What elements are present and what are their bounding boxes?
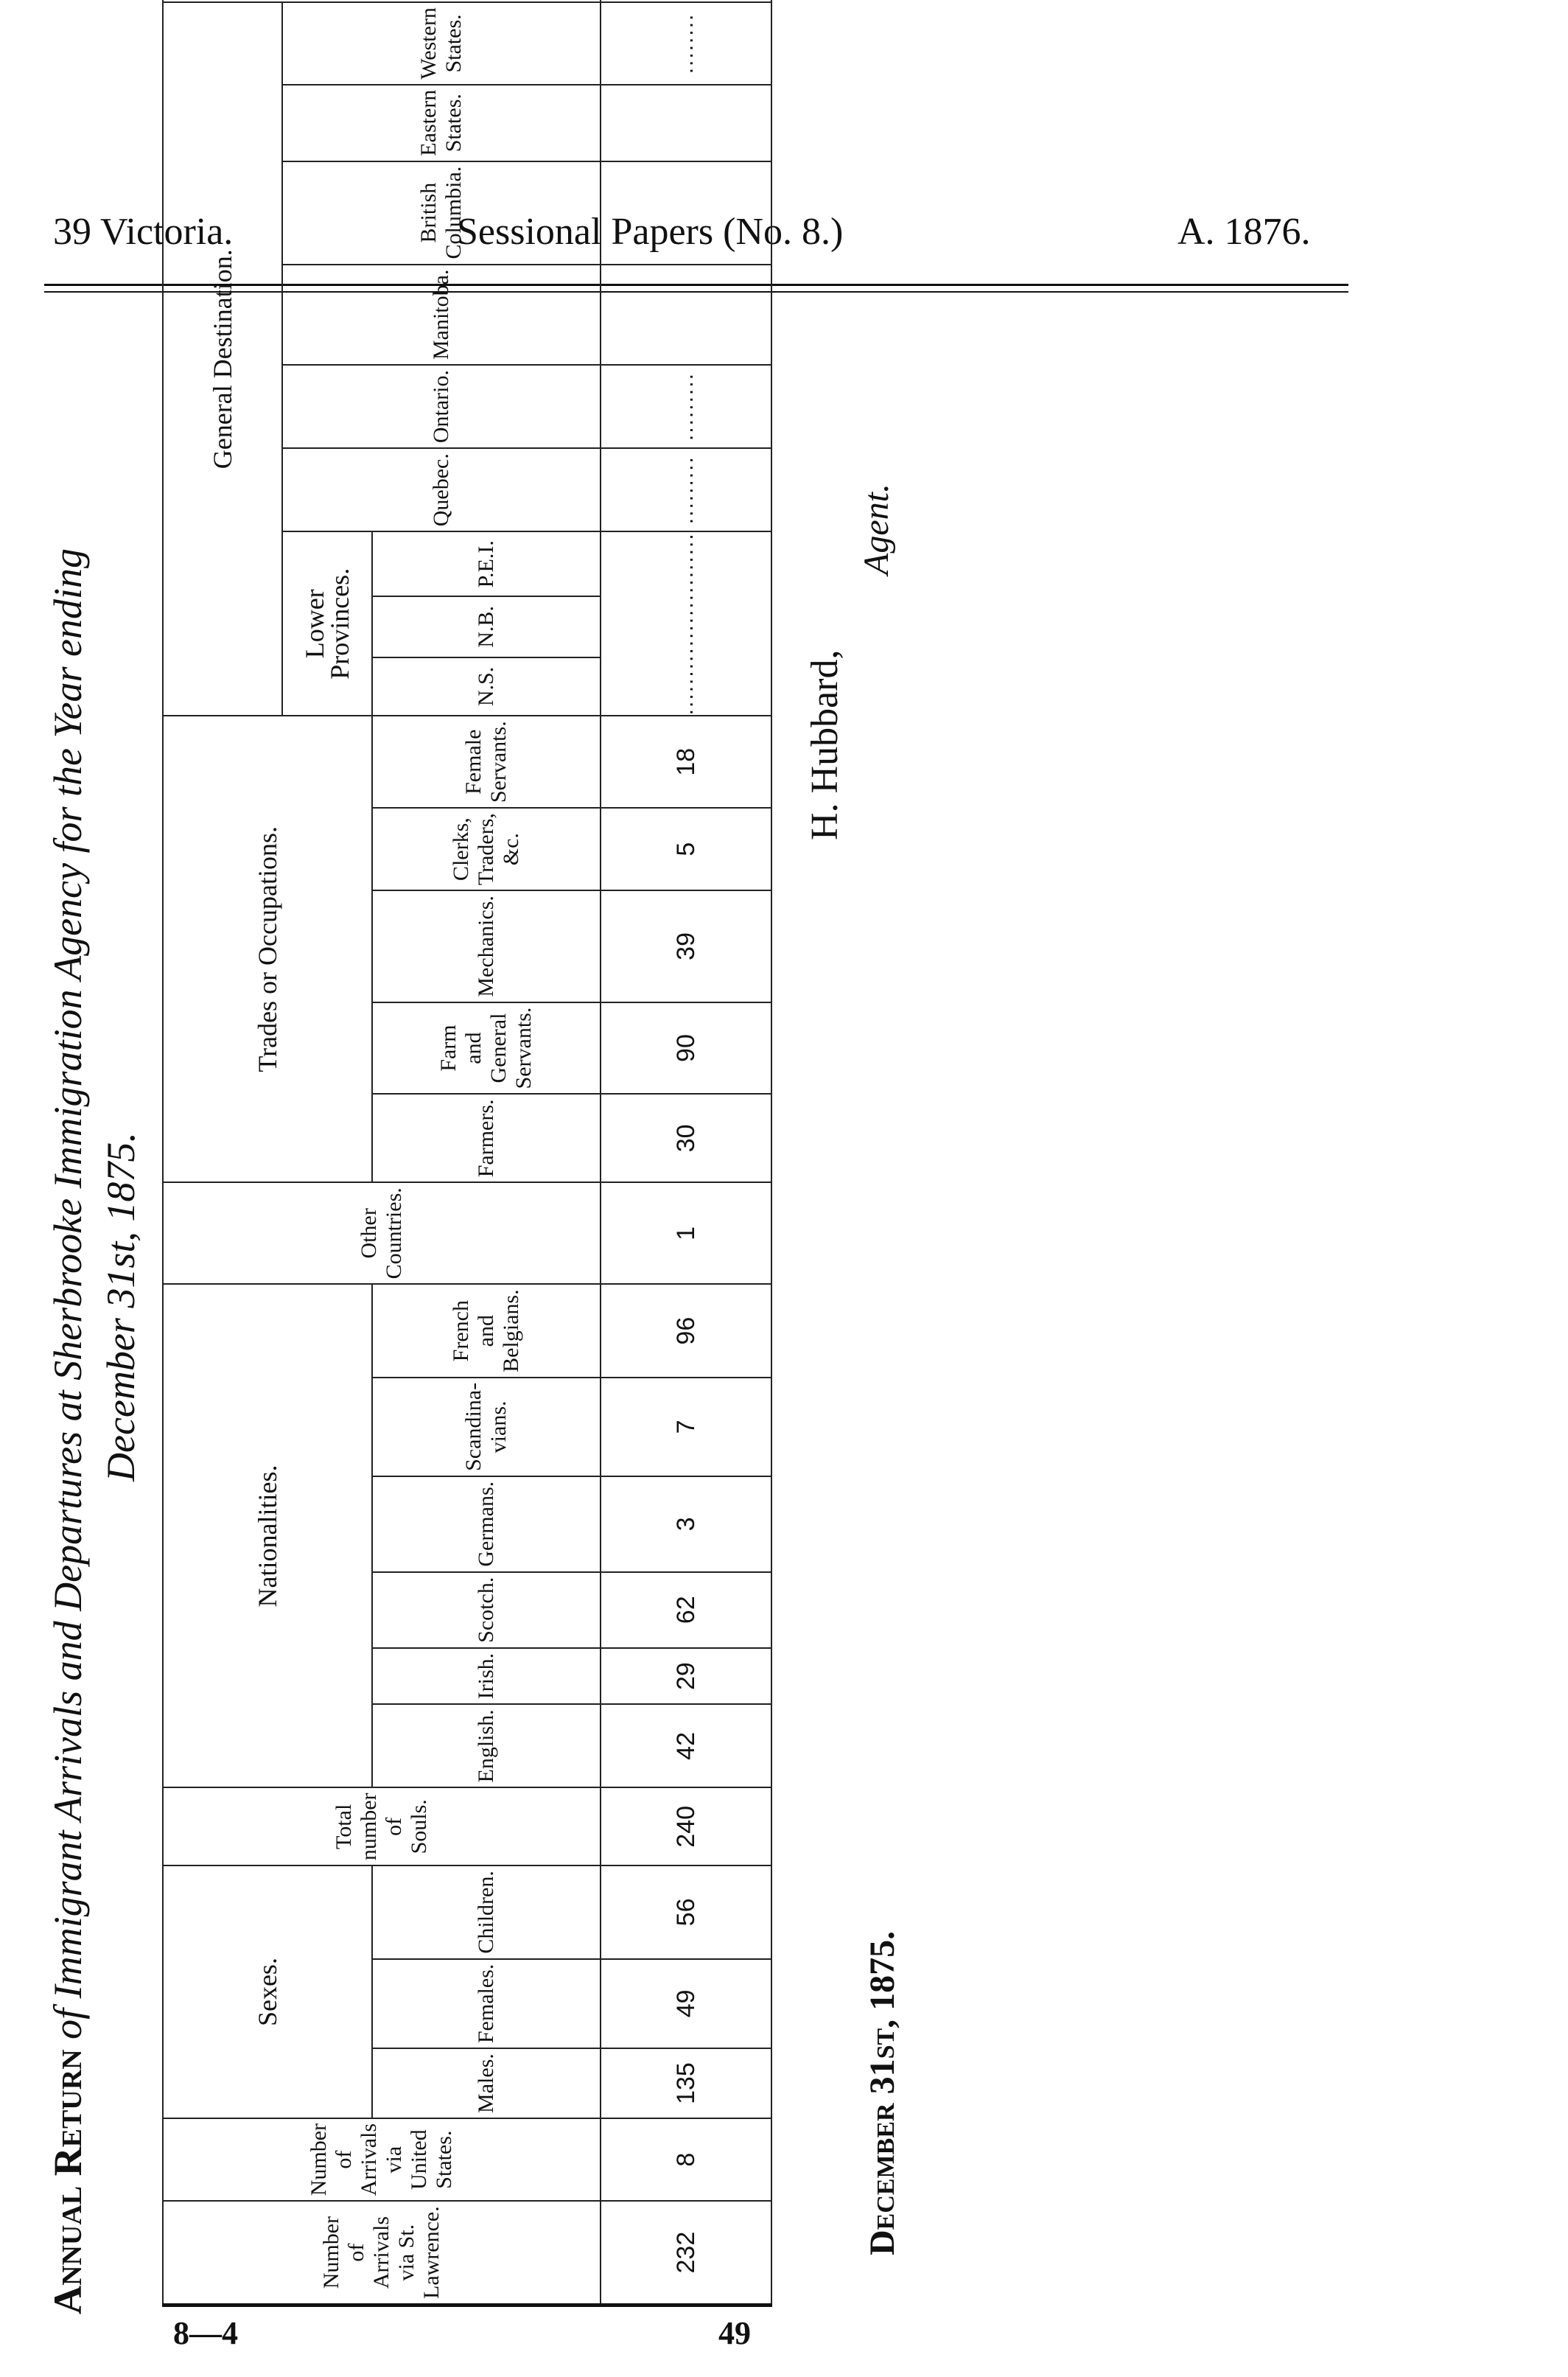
- col-males: Males.: [372, 2048, 601, 2118]
- cell-st-lawrence: 232: [601, 2201, 771, 2305]
- col-farm-servants: Farm and General Servants.: [372, 1002, 601, 1095]
- col-united-states: Number of Arrivals via United States.: [163, 2118, 601, 2201]
- cell-female-servants: 18: [601, 716, 771, 808]
- cell-mechanics: 39: [601, 890, 771, 1002]
- group-nationalities: Nationalities.: [163, 1284, 372, 1787]
- cell-germans: 3: [601, 1476, 771, 1572]
- col-eastern-states: Eastern States.: [282, 85, 601, 161]
- title-line2: December 31st, 1875.: [99, 1132, 143, 1481]
- col-st-lawrence: Number of Arrivals via St. Lawrence.: [163, 2201, 601, 2305]
- cell-lower-provinces: ........................: [601, 531, 771, 716]
- header-right: A. 1876.: [1177, 211, 1311, 253]
- cell-quebec: .........: [601, 448, 771, 531]
- signature-date: December 31st, 1875.: [863, 1930, 902, 2255]
- footer-right: 49: [718, 2315, 751, 2351]
- cell-farmers: 30: [601, 1094, 771, 1182]
- cell-free-transport: [601, 0, 771, 2]
- col-manitoba: Manitoba.: [282, 265, 601, 365]
- cell-british-columbia: [601, 161, 771, 265]
- cell-scandinavians: 7: [601, 1378, 771, 1476]
- cell-children: 56: [601, 1865, 771, 1959]
- header-center: Sessional Papers (No. 8.): [457, 211, 844, 253]
- col-children: Children.: [372, 1865, 601, 1959]
- group-sexes: Sexes.: [163, 1865, 372, 2118]
- return-table: [162, 0, 772, 2307]
- col-quebec: Quebec.: [282, 448, 601, 531]
- cell-western-states: ........: [601, 2, 771, 85]
- title-lead: Annual Return: [46, 2049, 90, 2314]
- col-total-souls: Total number of Souls.: [163, 1788, 601, 1866]
- col-females: Females.: [372, 1959, 601, 2048]
- col-pei: P.E.I.: [372, 531, 601, 596]
- cell-farm-servants: 90: [601, 1002, 771, 1095]
- col-british-columbia: British Columbia.: [282, 161, 601, 265]
- page-title: [41, 103, 147, 2314]
- signature-name: H. Hubbard,: [804, 649, 846, 840]
- col-irish: Irish.: [372, 1648, 601, 1705]
- cell-other-countries: 1: [601, 1182, 771, 1284]
- cell-united-states: 8: [601, 2118, 771, 2201]
- group-destination: General Destination.: [163, 2, 282, 716]
- cell-ontario: .........: [601, 365, 771, 448]
- cell-females: 49: [601, 1959, 771, 2048]
- col-western-states: Western States.: [282, 2, 601, 85]
- header-left: 39 Victoria.: [53, 211, 234, 253]
- col-french-belgians: French and Belgians.: [372, 1284, 601, 1377]
- cell-manitoba: [601, 265, 771, 365]
- cell-males: 135: [601, 2048, 771, 2118]
- title-line1: of Immigrant Arrivals and Departures at Sherbrooke Immigration Agency for the Year ending: [46, 548, 90, 2050]
- cell-clerks: 5: [601, 808, 771, 890]
- cell-english: 42: [601, 1704, 771, 1787]
- rotated-page-body: [37, 7, 1378, 2344]
- cell-french-belgians: 96: [601, 1284, 771, 1377]
- col-ns: N.S.: [372, 657, 601, 716]
- signature-title: Agent.: [857, 484, 896, 575]
- col-nb: N.B.: [372, 596, 601, 657]
- col-scotch: Scotch.: [372, 1572, 601, 1648]
- cell-total-souls: 240: [601, 1788, 771, 1866]
- cell-eastern-states: [601, 85, 771, 161]
- group-trades: Trades or Occupations.: [163, 716, 372, 1182]
- cell-scotch: 62: [601, 1572, 771, 1648]
- cell-irish: 29: [601, 1648, 771, 1705]
- group-lower-provinces: Lower Provinces.: [282, 531, 372, 716]
- col-scandinavians: Scandina-vians.: [372, 1378, 601, 1476]
- col-mechanics: Mechanics.: [372, 890, 601, 1002]
- footer-left: 8—4: [173, 2315, 238, 2351]
- col-farmers: Farmers.: [372, 1094, 601, 1182]
- col-female-servants: Female Servants.: [372, 716, 601, 808]
- col-clerks: Clerks, Traders, &c.: [372, 808, 601, 890]
- col-germans: Germans.: [372, 1476, 601, 1572]
- col-other-countries: Other Countries.: [163, 1182, 601, 1284]
- col-english: English.: [372, 1704, 601, 1787]
- col-ontario: Ontario.: [282, 365, 601, 448]
